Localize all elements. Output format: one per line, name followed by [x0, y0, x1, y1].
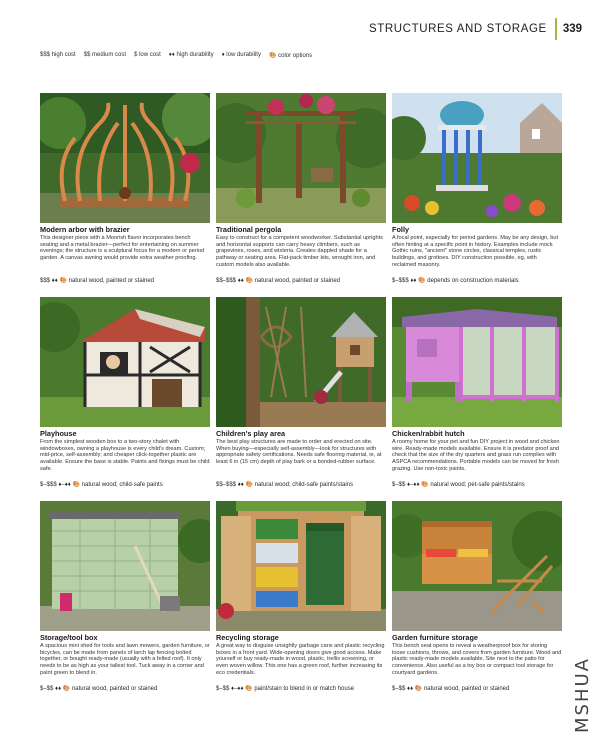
product-grid: [40, 93, 562, 694]
recycling-photo: [216, 501, 386, 631]
legend-item: $$$ high cost: [40, 52, 76, 58]
card-cost-durability: $–$$ ♦♦ 🎨 natural wood, painted or stained: [40, 686, 158, 692]
card-description: A roomy home for your pet and fun DIY project in wood and chicken wire. Ready-made models available. Ensure it is predator proof and check that the size of the dry quarters and grass run complies with ASPCA recommendations. Portable models can be moved for fresh grazing. Use non-toxic paints.: [392, 439, 560, 472]
card-cost-durability: $$$ ♦♦ 🎨 natural wood, painted or stained: [40, 278, 154, 284]
legend-item: ♦ low durability: [221, 52, 261, 58]
card-chicken-rabbit-hutch: [392, 297, 562, 490]
card-description: Easy to construct for a competent woodworker. Substantial uprights and horizontal supports can carry heavy climbers, such as grapevines, roses, and wisteria. Creates dappled shade for a pathway or seating area. Flat-pack timber kits, wrought iron, and custom models also available.: [216, 235, 383, 268]
watermark-text: MSHUA: [571, 657, 593, 733]
legend-item: 🎨 color options: [268, 53, 313, 59]
arbor-photo: [40, 93, 210, 223]
card-title: Playhouse: [40, 429, 77, 438]
card-title: Modern arbor with brazier: [40, 225, 130, 234]
card-cost-durability: $–$$ ♦♦ 🎨 natural wood, painted or stained: [392, 686, 510, 692]
card-garden-furniture-storage: [392, 501, 562, 694]
card-title: Folly: [392, 225, 410, 234]
legend-item: $$ medium cost: [83, 52, 127, 58]
card-cost-durability: $$–$$$ ♦♦ 🎨 natural wood; child-safe paints/stains: [216, 482, 354, 488]
card-cost-durability: $–$$ ♦–♦♦ 🎨 paint/stain to blend in or match house: [216, 686, 355, 692]
section-title: STRUCTURES AND STORAGE: [368, 23, 547, 35]
card-description: A focal point, especially for period gardens. May be any design, but often hinting at a specific point in history. Examples include mock Gothic ruins, "ancient" stone circles, classical temples, rustic buildings, and grottoes. DIY construction possible, eg, with reclaimed masonry.: [392, 235, 559, 268]
card-title: Chicken/rabbit hutch: [392, 429, 465, 438]
card-description: The best play structures are made to order and erected on site. When buying—especially self-assembly—look for structures with appropriate safety certifications. Needs safe flooring material, ie, at least 6 in (15 cm) depth of play bark or a bonded-rubber surface.: [216, 439, 382, 466]
card-title: Garden furniture storage: [392, 633, 478, 642]
card-title: Recycling storage: [216, 633, 279, 642]
card-storage-tool-box: [40, 501, 210, 694]
header-divider: [555, 18, 557, 40]
watermark: [570, 645, 594, 745]
card-description: This bench seat opens to reveal a weatherproof box for storing loose cushions, throws, and covers from garden furniture. Wood and plastic ready-made models available. Site next to the patio for convenience. Also useful as a toy box or compact tool storage for courtyard gardens.: [392, 643, 562, 676]
card-playhouse: [40, 297, 210, 490]
page-header: [369, 18, 582, 40]
card-cost-durability: $–$$ ♦–♦♦ 🎨 natural wood; pet-safe paints/stains: [392, 482, 525, 488]
card-description: This designer piece with a Moorish flavor incorporates bench seating and a metal brazier—perfect for entertaining on summer evenings; the structure is a sculptural focus for a modern or period garden. A canvas awning would provide extra weather proofing.: [40, 235, 205, 262]
card-description: A spacious mini shed for tools and lawn mowers, garden furniture, or bicycles, can be made from panels of larch lap fencing bolted together, or bought ready-made (usually with a felted roof). It only needs to be as high as your tallest tool. Tuck away in a corner and paint green to blend in.: [40, 643, 210, 676]
tool-box-photo: [40, 501, 210, 631]
card-title: Traditional pergola: [216, 225, 282, 234]
furniture-storage-photo: [392, 501, 562, 631]
page-number: 339: [562, 23, 582, 35]
playhouse-photo: [40, 297, 210, 427]
pergola-photo: [216, 93, 386, 223]
card-traditional-pergola: [216, 93, 386, 286]
play-area-photo: [216, 297, 386, 427]
legend-item: $ low cost: [134, 52, 161, 58]
card-title: Children's play area: [216, 429, 286, 438]
card-recycling-storage: [216, 501, 386, 694]
cost-durability-legend: [40, 52, 312, 59]
card-cost-durability: $–$$$ ♦♦ 🎨 depends on construction materials: [392, 278, 519, 284]
card-cost-durability: $$–$$$ ♦♦ 🎨 natural wood, painted or stained: [216, 278, 341, 284]
card-description: From the simplest wooden box to a two-story chalet with windowboxes, owning a playhouse is every child's dream. Custom; mid-price, self-assembly; and cheaper click-together plastic are available. Ensure the base is stable. Paints and fixings must be child safe.: [40, 439, 210, 472]
card-description: A great way to disguise unsightly garbage cans and plastic recycling boxes in a front yard. Wide-opening doors give good access. Make yourself or buy ready-made in wood, plastic, trellis screening, or even woven willow. This one has a green roof, further increasing its eco credentials.: [216, 643, 385, 676]
card-folly: [392, 93, 562, 286]
folly-photo: [392, 93, 562, 223]
legend-item: ♦♦ high durability: [168, 52, 214, 58]
card-modern-arbor: [40, 93, 210, 286]
card-cost-durability: $–$$$ ♦–♦♦ 🎨 natural wood; child-safe paints: [40, 482, 163, 488]
card-childrens-play-area: [216, 297, 386, 490]
hutch-photo: [392, 297, 562, 427]
card-title: Storage/tool box: [40, 633, 98, 642]
